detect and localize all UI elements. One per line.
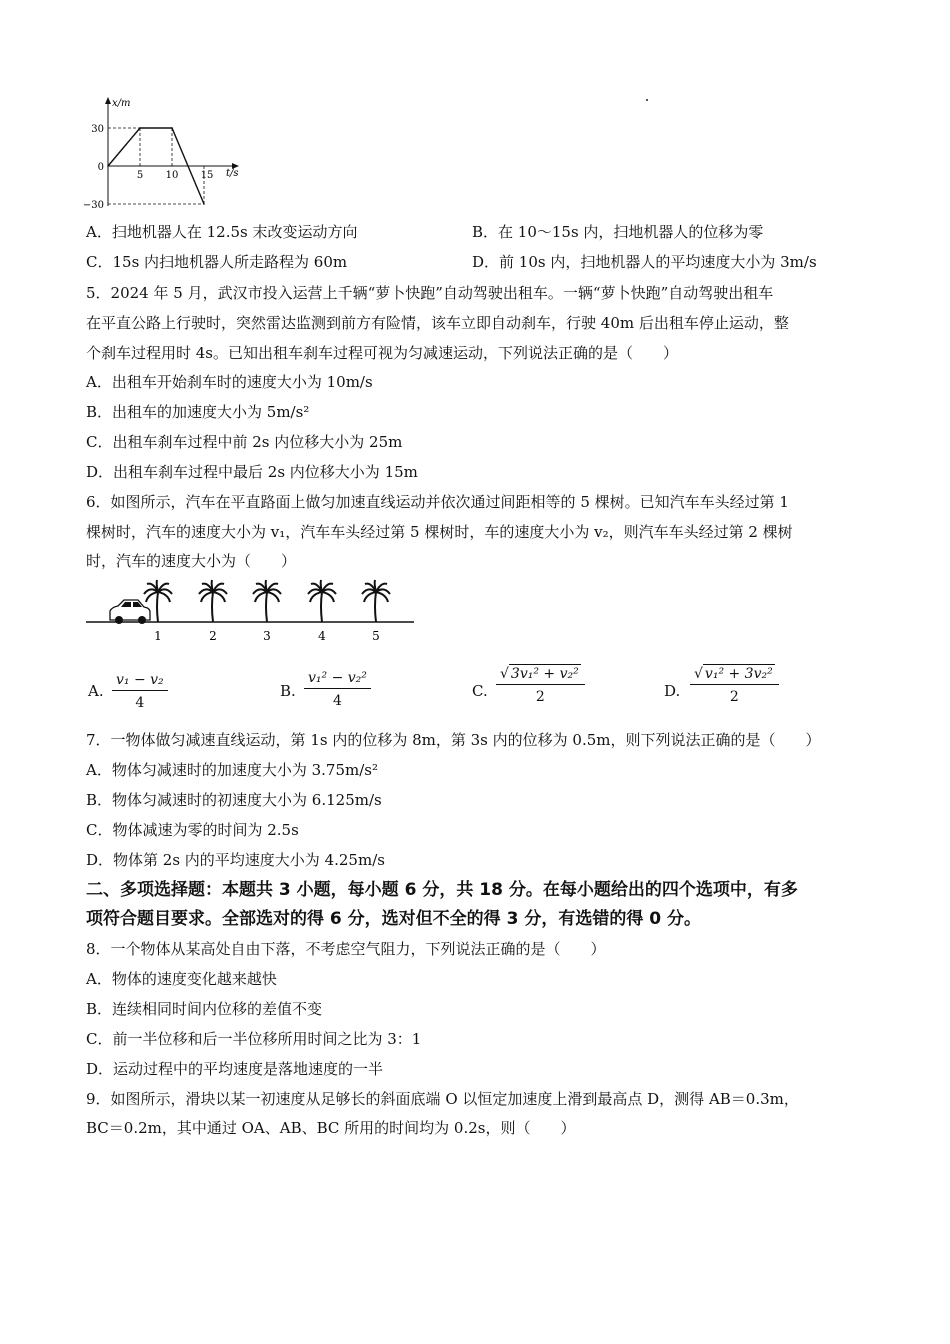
data-point: [203, 203, 205, 205]
q7-option-b[interactable]: B．物体匀减速时的初速度大小为 6.125m/s: [86, 791, 382, 809]
x-tick-label: 15: [200, 170, 214, 181]
q6-stem-line3: 时，汽车的速度大小为（ ）: [86, 552, 297, 570]
section2-heading-line2: 项符合题目要求。全部选对的得 6 分，选对但不全的得 3 分，有选错的得 0 分。: [86, 909, 701, 929]
data-point: [171, 127, 173, 129]
q6-option-c-label[interactable]: C.: [472, 682, 488, 700]
section2-heading-line1: 二、多项选择题：本题共 3 小题，每小题 6 分，共 18 分。在每小题给出的四个选项中，有多: [86, 880, 798, 900]
q5-stem-line3: 个刹车过程用时 4s。已知出租车刹车过程可视为匀减速运动，下列说法正确的是（ ）: [86, 344, 679, 362]
q6-d-denominator: 2: [729, 689, 739, 705]
q5-option-b[interactable]: B．出租车的加速度大小为 5m/s²: [86, 403, 310, 421]
q6-stem-line2: 棵树时，汽车的速度大小为 v₁，汽车车头经过第 5 棵树时，车的速度大小为 v₂，则汽车车头经过第 2 棵树: [86, 523, 793, 541]
x-axis-label: t/s: [226, 168, 239, 179]
q9-stem-line2: BC＝0.2m，其中通过 OA、AB、BC 所用的时间均为 0.2s，则（ ）: [86, 1119, 576, 1137]
q6-c-numerator: 3v₁² + v₂²: [510, 666, 579, 682]
q6-b-denominator: 4: [332, 693, 342, 709]
q8-option-c[interactable]: C．前一半位移和后一半位移所用时间之比为 3：1: [86, 1030, 422, 1048]
palm-tree-icon: [253, 580, 281, 622]
q4-option-c[interactable]: C．15s 内扫地机器人所走路程为 60m: [86, 253, 348, 271]
q6-b-numerator: v₁² − v₂²: [304, 670, 371, 689]
q4-option-a[interactable]: A．扫地机器人在 12.5s 末改变运动方向: [86, 223, 358, 241]
q6-option-a-fraction[interactable]: [112, 672, 168, 711]
q5-stem-line1: 5．2024 年 5 月，武汉市投入运营上千辆“萝卜快跑”自动驾驶出租车。一辆“萝卜快跑”自动驾驶出租车: [86, 284, 774, 302]
q6-option-b-label[interactable]: B.: [280, 682, 296, 700]
tree-number-label: 3: [263, 629, 271, 643]
q5-option-a[interactable]: A．出租车开始刹车时的速度大小为 10m/s: [86, 373, 373, 391]
q6-option-b-fraction[interactable]: [304, 670, 371, 709]
q8-option-d[interactable]: D．运动过程中的平均速度是落地速度的一半: [86, 1060, 384, 1078]
y-tick-label: −30: [82, 200, 104, 211]
q7-option-d[interactable]: D．物体第 2s 内的平均速度大小为 4.25m/s: [86, 851, 385, 869]
q5-stem-line2: 在平直公路上行驶时，突然雷达监测到前方有险情，该车立即自动刹车，行驶 40m 后出租车停止运动，整: [86, 314, 789, 332]
stray-dot: [646, 99, 648, 101]
q4-option-b[interactable]: B．在 10～15s 内，扫地机器人的位移为零: [472, 223, 764, 241]
q4-xt-svg: [82, 94, 246, 214]
car-icon: [110, 600, 150, 624]
q5-option-c[interactable]: C．出租车刹车过程中前 2s 内位移大小为 25m: [86, 433, 403, 451]
q6-option-a-label[interactable]: A.: [88, 682, 104, 700]
q6-c-denominator: 2: [535, 689, 545, 705]
palm-tree-icon: [199, 580, 227, 622]
tree-number-label: 4: [318, 629, 326, 643]
tree-number-label: 1: [154, 629, 162, 643]
y-axis-arrow: [105, 97, 111, 104]
sqrt-icon: √: [694, 666, 703, 682]
q8-option-b[interactable]: B．连续相同时间内位移的差值不变: [86, 1000, 323, 1018]
q7-option-a[interactable]: A．物体匀减速时的加速度大小为 3.75m/s²: [86, 761, 378, 779]
data-point: [107, 165, 109, 167]
x-tick-label: 5: [136, 170, 144, 181]
palm-tree-icon: [308, 580, 336, 622]
q6-option-c-fraction[interactable]: [496, 664, 585, 705]
q6-car-trees-figure: [86, 580, 416, 648]
q6-option-d-label[interactable]: D.: [664, 682, 681, 700]
x-tick-label: 10: [165, 170, 179, 181]
q4-option-d[interactable]: D．前 10s 内，扫地机器人的平均速度大小为 3m/s: [472, 253, 817, 271]
q8-option-a[interactable]: A．物体的速度变化越来越快: [86, 970, 277, 988]
y-tick-label: 30: [91, 124, 104, 135]
palm-tree-icon: [362, 580, 390, 622]
q6-stem-line1: 6．如图所示，汽车在平直路面上做匀加速直线运动并依次通过间距相等的 5 棵树。已知汽车车头经过第 1: [86, 493, 789, 511]
q6-figure-svg: [86, 580, 416, 648]
q9-stem-line1: 9．如图所示，滑块以某一初速度从足够长的斜面底端 O 以恒定加速度上滑到最高点 D，测得 AB＝0.3m，: [86, 1090, 799, 1108]
q7-option-c[interactable]: C．物体减速为零的时间为 2.5s: [86, 821, 299, 839]
q8-stem: 8．一个物体从某高处自由下落，不考虑空气阻力，下列说法正确的是（ ）: [86, 940, 606, 958]
sqrt-icon: √: [500, 666, 509, 682]
q6-option-d-fraction[interactable]: [690, 664, 779, 705]
tree-row: [144, 580, 390, 643]
data-point: [139, 127, 141, 129]
y-axis-label: x/m: [112, 98, 131, 109]
q5-option-d[interactable]: D．出租车刹车过程中最后 2s 内位移大小为 15m: [86, 463, 418, 481]
tree-number-label: 2: [209, 629, 217, 643]
tree-number-label: 5: [372, 629, 380, 643]
q6-a-denominator: 4: [135, 695, 145, 711]
q6-d-numerator: v₁² + 3v₂²: [704, 666, 773, 682]
q7-stem: 7．一物体做匀减速直线运动，第 1s 内的位移为 8m，第 3s 内的位移为 0.5m，则下列说法正确的是（ ）: [86, 731, 821, 749]
q4-xt-graph: [82, 94, 246, 214]
y-tick-label: 0: [97, 162, 104, 173]
q6-a-numerator: v₁ − v₂: [112, 672, 168, 691]
